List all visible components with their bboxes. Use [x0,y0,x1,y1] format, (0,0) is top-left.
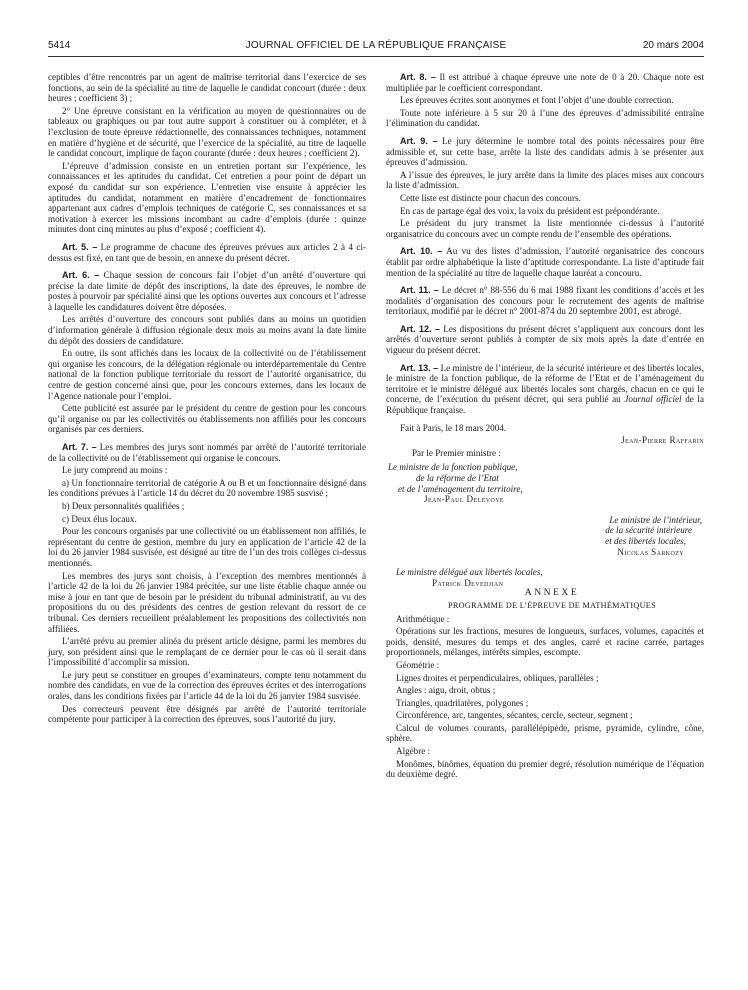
section-title: Arithmétique : [396,613,450,624]
list-item: Lignes droites et perpendiculaires, obliques, parallèles ; [396,672,599,683]
issue-date: 20 mars 2004 [642,40,704,51]
article-label: Art. 12. – [400,323,440,334]
article-text: de la République française. [386,394,704,416]
paragraph: Des correcteurs peuvent être désignés par arrêté de l’autorité territoriale compétente pour participer à la correction des épreuves, sous l’autorité du jury. [48,703,366,725]
article-text: Au vu des listes d’admission, l’autorité organisatrice des concours établit par ordre alphabétique la liste d’aptitude correspondante. La liste d’aptitude fait mention de la spécialité au titre de laquelle chaque lauréat a concouru. [386,246,704,278]
signature-fonction-publique [386,462,704,504]
paragraph: L’arrêté prévu au premier alinéa du présent article désigne, parmi les membres du jury, son président ainsi que le remplaçant de ce dernier pour le cas où il serait dans l’impossibilité d’accomplir sa mission. [48,636,366,668]
article-label: Art. 7. – [62,442,97,452]
article-text: Chaque session de concours fait l’objet d’un arrêté d’ouverture qui précise la date limite de dépôt des inscriptions, la date des épreuves, le nombre de postes à pourvoir par spécialité ainsi que les options ouvertes aux concours et l’adresse à laquelle les candidatures doivent être déposées. [48,270,366,312]
par-premier-ministre: Par le Premier ministre : [412,447,501,458]
paragraph: 2° Une épreuve consistant en la vérification au moyen de questionnaires ou de tableaux ou graphiques ou par tout autre support à constituer ou à compléter, et à l’exclusion de toute épreuve rédactionnelle, des connaissances techniques, notamment en matière d’hygiène et de sécurité, que l’exercice de la spécialité, au titre de laquelle le candidat concourt, implique de façon courante (durée : deux heures ; coefficient 2). [48,105,366,159]
page-number: 5414 [48,40,71,51]
list-item: Circonférence, arc, tangentes, sécantes, cercle, secteur, segment ; [396,710,633,721]
article-5 [48,242,366,263]
article-label: Art. 13. – [400,362,439,373]
paragraph: Le jury peut se constituer en groupes d’examinateurs, compte tenu notamment du nombre des candidats, en vue de la correction des épreuves écrites et des interrogations orales, dans les conditions fixées par l’article 44 de la loi du 26 janvier 1984 susvisée. [48,669,366,702]
article-label: Art. 9. – [400,135,438,146]
article-13 [386,363,704,416]
paragraph: a) Un fonctionnaire territorial de catégorie A ou B et un fonctionnaire désigné dans les conditions prévues à l’article 14 du décret du 20 novembre 1985 susvisé ; [48,477,366,499]
left-column [48,72,366,727]
section-title: Géométrie : [396,659,440,670]
journal-title: JOURNAL OFFICIEL DE LA RÉPUBLIQUE FRANÇAISE [245,40,507,51]
article-6 [48,270,366,312]
article-label: Art. 11. – [400,285,439,296]
paragraph: c) Deux élus locaux. [62,513,137,524]
article-text: Les dispositions du présent décret s’appliquent aux concours dont les arrêtés d’ouverture seront publiés à compter de six mois après la date d’entrée en vigueur du présent décret. [386,323,704,356]
paragraph: En cas de partage égal des voix, la voix du président est prépondérante. [400,205,660,216]
paragraph: En outre, ils sont affichés dans les locaux de la collectivité ou de l’établissement qui organise les concours, de la délégation régionale ou interdépartementale du Centre national de la fonction publique territoriale du ressort de l’autorité organisatrice, du centre de gestion concerné ainsi que, pour les concours externes, dans les locaux de l’Agence nationale pour l’emploi. [48,348,366,401]
article-text: Le ministre de l’intérieur, de la sécurité intérieure et des libertés locales, le ministre de la fonction publique, de la réforme de l’Etat et de l’aménagement du territoire et le ministre délégué aux libertés locales sont chargés, chacun en ce qui le concerne, de l’exécution du présent décret, qui sera publié au [386,362,704,405]
article-text: Le jury détermine le nombre total des points nécessaires pour être admissible et, sur cette base, arrête la liste des candidats admis à se présenter aux épreuves d’admission. [386,135,704,168]
article-text: Le décret n° 88-556 du 6 mai 1988 fixant les conditions d’accès et les modalités d’organisation des concours pour le recrutement des agents de maîtrise territoriaux, modifié par le décret n° 2001-874 du 20 septembre 2001, est abrogé. [386,285,704,317]
article-11 [386,285,704,317]
signer-name: Nicolas Sarkozy [617,546,684,557]
paragraph: Cette publicité est assurée par le président du centre de gestion pour les concours qu’il organise ou par les collectivités ou établissements non affiliés pour les concours organisés par ces derniers. [48,403,366,435]
paragraph: Opérations sur les fractions, mesures de longueurs, surfaces, volumes, capacités et poids, densité, mesures du temps et des angles, carré et racine carrée, partages proportionnels, mélanges, intérêts simples, escompte. [386,626,704,658]
paragraph: Les arrêtés d’ouverture des concours sont publiés dans au moins un quotidien d’information générale à diffusion régionale deux mois au moins avant la date limite du dépôt des dossiers de candidature. [48,314,366,346]
paragraph: Monômes, binômes, équation du premier degré, résolution numérique de l’équation du deuxième degré. [386,758,704,780]
paragraph: A l’issue des épreuves, le jury arrête dans la limite des places mises aux concours la liste d’admission. [386,169,704,191]
signature-line: Le ministre de l’intérieur, [609,514,702,525]
article-text: Les membres des jurys sont nommés par arrêté de l’autorité territoriale de la collectivité ou de l’établissement qui organise le concours. [48,442,366,463]
article-text: Le programme de chacune des épreuves prévues aux articles 2 à 4 ci-dessus est fixé, en tant que de besoin, en annexe du présent décret. [48,241,366,263]
paragraph: ceptibles d’être rencontrés par un agent de maîtrise territorial dans l’exercice de ses fonctions, au sein de la spécialité au titre de laquelle le candidat concourt (durée : deux heures ; coefficient 3) ; [48,72,366,104]
article-8 [386,72,704,93]
header-rule [48,56,704,57]
article-text: Il est attribué à chaque épreuve une note de 0 à 20. Chaque note est multipliée par le coefficient correspondant. [386,72,704,93]
paragraph: Les épreuves écrites sont anonymes et font l’objet d’une double correction. [400,95,674,106]
article-label: Art. 10. – [400,246,443,257]
paragraph: Les membres des jurys sont choisis, à l’exception des membres mentionnés à l’article 42 de la loi du 26 janvier 1984 précitée, sur une liste établie chaque année ou mise à jour en tant que de besoin par le président du tribunal administratif, au vu des propositions du ou des présidents des centres de gestion relevant du ressort de ce tribunal. Ces derniers recueillent préalablement les propositions des collectivités non affiliées. [48,570,366,634]
paragraph: L’épreuve d’admission consiste en un entretien portant sur l’expérience, les connaissances et les aptitudes du candidat. Cet entretien a pour point de départ un exposé du candidat sur son expérience. L’entretien vise ensuite à apprécier les aptitudes du candidat, notamment en matière d’encadrement de fonctionnaires appartenant aux cadres d’emplois techniques de catégorie C, ses connaissances et sa motivation à exercer les missions incombant au cadre d’emplois (durée : quinze minutes dont cinq minutes au plus d’exposé ; coefficient 4). [48,160,366,235]
article-10 [386,246,704,278]
paragraph: Le jury comprend au moins : [62,465,168,476]
paragraph: Pour les concours organisés par une collectivité ou un établissement non affiliés, le représentant du centre de gestion, membre du jury en application de l’article 42 de la loi du 26 janvier 1984 susvisée, est désigné au titre de l’un des trois collèges ci-dessus mentionnés. [48,526,366,568]
signature-line: et de l’aménagement du territoire, [398,483,523,494]
signature-line: Le ministre délégué aux libertés locales, [396,567,543,578]
list-item: Angles : aigu, droit, obtus ; [396,685,496,696]
article-label: Art. 8. – [400,72,436,82]
article-12 [386,324,704,356]
section-title: Algèbre : [396,746,431,757]
annexe-title: ANNEXE [524,587,580,599]
signer-name: Jean-Paul Delevoye [424,494,504,505]
signature-interieur [386,515,704,557]
journal-name: Journal officiel [624,394,682,405]
page-header [48,40,704,56]
programme-title: PROGRAMME DE L’ÉPREUVE DE MATHÉMATIQUES [448,600,656,610]
signature-line: de la réforme de l’Etat [416,473,499,483]
paragraph: Toute note inférieure à 5 sur 20 à l’une des épreuves d’admissibilité entraîne l’élimination du candidat. [386,107,704,129]
programme-content [386,614,704,780]
signer-prime-minister: Jean-Pierre Raffarin [621,435,704,446]
done-at: Fait à Paris, le 18 mars 2004. [400,422,507,433]
paragraph: Cette liste est distincte pour chacun des concours. [400,192,581,203]
article-9 [386,136,704,168]
signature-delegue [386,567,704,588]
signature-line: et des libertés locales, [605,535,686,546]
signature-line: Le ministre de la fonction publique, [388,462,518,473]
signature-line: de la sécurité intérieure [605,525,692,536]
list-item: Calcul de volumes courants, parallélépipède, prisme, pyramide, cylindre, cône, sphère. [386,722,704,744]
list-item: Triangles, quadrilatères, polygones ; [396,697,529,708]
article-label: Art. 5. – [62,241,98,252]
right-column [386,72,704,782]
signer-name: Patrick Devedjian [432,577,504,588]
article-7 [48,442,366,463]
paragraph: b) Deux personnalités qualifiées ; [62,500,185,511]
paragraph: Le président du jury transmet la liste mentionnée ci-dessus à l’autorité organisatrice du concours avec un compte rendu de l’ensemble des opérations. [386,218,704,239]
article-label: Art. 6. – [62,270,100,281]
